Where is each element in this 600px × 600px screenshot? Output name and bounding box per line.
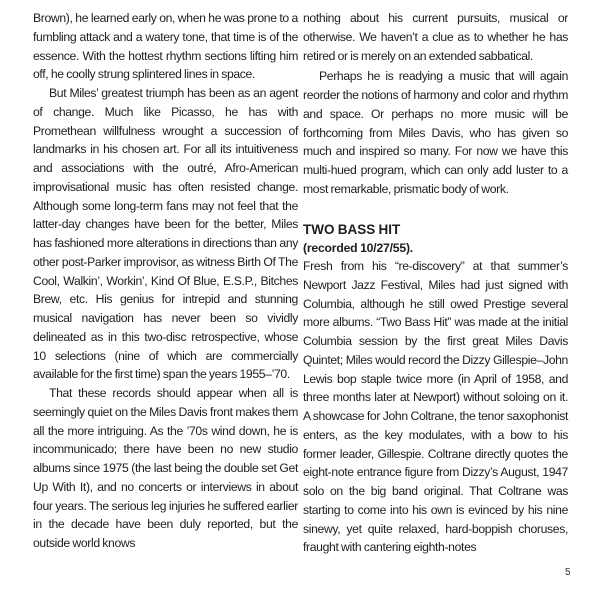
right-paragraph-3: Fresh from his “re-discovery” at that summer’s Newport Jazz Festival, Miles had just signed with Columbia, although he still owed Prestige several more albums. “Two Bass Hit” was made at the initial Columbia session by the first great Miles Davis Quintet; Miles would record the Dizzy Gillespie–John Lewis bop staple twice more (in April of 1958, and three months later at Newport) without soloing on it. A showcase for John Coltrane, the tenor saxophonist enters, as the key modulates, with a bow to his former leader, Gillespie. Coltrane directly quotes the eight-note entrance figure from Dizzy’s August, 1947 solo on the big band original. That Coltrane was starting to come into his own is evinced by his nine sinewy, yet quite relaxed, hard-boppish choruses, fraught with cantering eighth-notes xyxy=(303,259,568,555)
left-paragraph-2: But Miles’ greatest triumph has been as an agent of change. Much like Picasso, he has with Promethean willfulness wrought a succession of landmarks in his chosen art. For all its intuitiveness and associations with the outré, Afro-American improvisational music has often resisted change. Although some long-term fans may not feel that the latter-day changes have been for the better, Miles has fashioned more alterations in directions than any other post-Parker improvisor, as witness Birth Of The Cool, Walkin’, Workin’, Kind Of Blue, E.S.P., Bitches Brew, etc. His genius for intrepid and stunning musical navigation has never been so vividly delineated as in this two-disc retrospective, whose 10 selections (nine of which are commercially available for the first time) span the years 1955–’70. xyxy=(33,86,298,382)
left-paragraph-1: Brown), he learned early on, when he was prone to a fumbling attack and a watery tone, that time is of the essence. With the hottest rhythm sections lifting him off, he coolly strung splintered lines in space. xyxy=(33,11,298,82)
page-number: 5 xyxy=(565,567,571,578)
right-paragraph-2: Perhaps he is readying a music that will again reorder the notions of harmony and color and rhythm and space. Or perhaps no more music will be forthcoming from Miles Davis, who has given so much and inspired so many. For now we have this multi-hued program, which can only add luster to a most remarkable, prismatic body of work. xyxy=(303,69,568,196)
right-paragraph-1: nothing about his current pursuits, musical or otherwise. We haven’t a clue as to whether he has retired or is merely on an extended sabbatical. xyxy=(303,11,568,63)
track-title: TWO BASS HIT xyxy=(303,221,401,237)
recording-date: (recorded 10/27/55). xyxy=(303,240,413,255)
right-column xyxy=(303,9,568,557)
left-paragraph-3: That these records should appear when all is seemingly quiet on the Miles Davis front makes them all the more intriguing. As the ’70s wind down, he is incommunicado; there have been no new studio albums since 1975 (the last being the double set Get Up With It), and no concerts or interviews in about four years. The serious leg injuries he suffered earlier in the decade have been duly reported, but the outside world knows xyxy=(33,386,298,550)
left-column xyxy=(33,9,298,553)
